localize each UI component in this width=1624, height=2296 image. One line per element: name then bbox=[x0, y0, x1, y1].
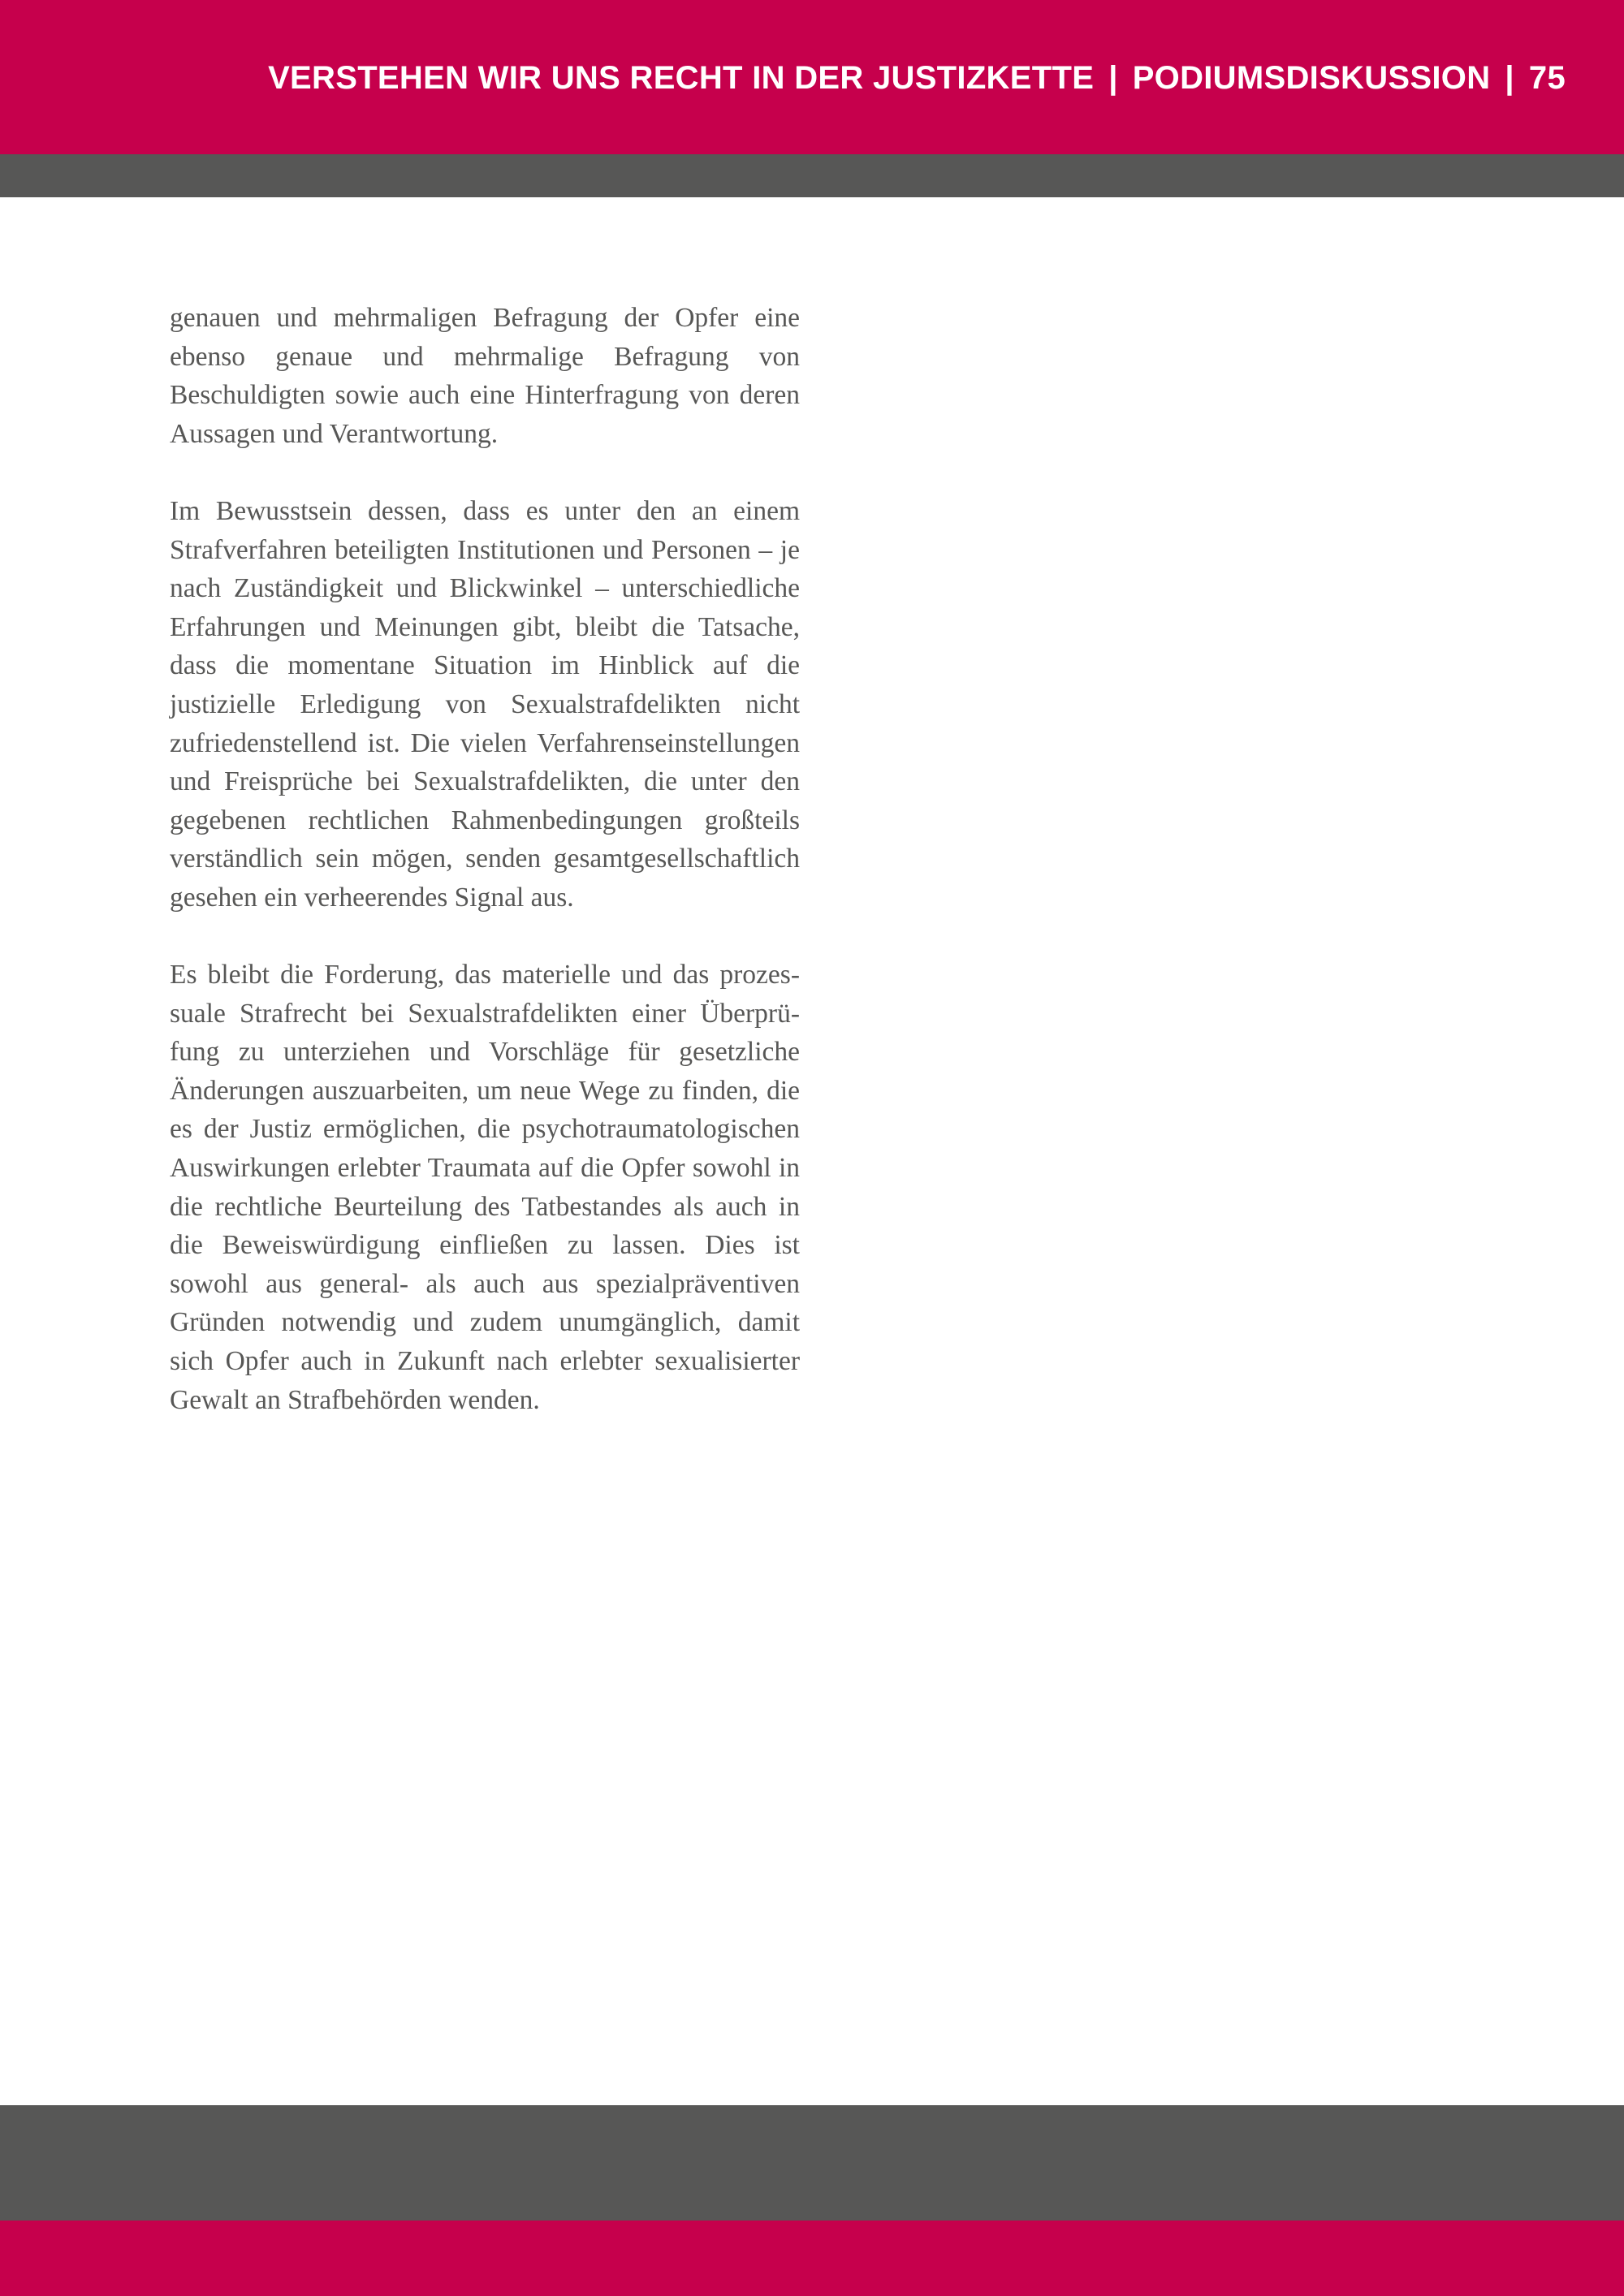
body-paragraph: genauen und mehrmaligen Befragung der Opfer eine ebenso genaue und mehrmalige Befragung von Beschuldigten sowie auch eine Hinterfragung von deren Aussagen und Verantwortung. bbox=[170, 303, 800, 449]
footer-band bbox=[0, 2220, 1624, 2296]
section-title: VERSTEHEN WIR UNS RECHT IN DER JUSTIZKETTE bbox=[268, 60, 1095, 96]
header-separator: | bbox=[1505, 60, 1514, 96]
header-grey-band bbox=[0, 154, 1624, 197]
footer-grey-band bbox=[0, 2105, 1624, 2220]
running-header bbox=[268, 58, 1566, 97]
page-number: 75 bbox=[1528, 60, 1566, 96]
body-text-column bbox=[170, 299, 800, 1419]
header-separator: | bbox=[1108, 60, 1118, 96]
chapter-title: PODIUMSDISKUSSION bbox=[1132, 60, 1491, 96]
body-paragraph: Es bleibt die Forderung, das materielle und das prozessuale Strafrecht bei Sexualstrafdelikten einer Überprüfung zu unterziehen und Vorschläge für gesetzliche Änderungen auszuarbeiten, um neue Wege zu finden, die es der Justiz ermöglichen, die psychotraumatologischen Auswirkungen erlebter Traumata auf die Opfer sowohl in die rechtliche Beurteilung des Tatbestandes als auch in die Beweiswürdigung einfließen zu lassen. Dies ist sowohl aus general- als auch aus spezialpräventiven Gründen notwendig und zudem unumgänglich, damit sich Opfer auch in Zukunft nach erlebter sexualisierter Gewalt an Strafbehörden wenden. bbox=[170, 960, 800, 1415]
body-paragraph: Im Bewusstsein dessen, dass es unter den an einem Strafverfahren beteiligten Institutionen und Personen – je nach Zuständigkeit und Blickwinkel – unterschiedliche Erfahrungen und Meinungen gibt, bleibt die Tatsache, dass die momentane Situation im Hinblick auf die justizielle Erledigung von Sexualstrafdelikten nicht zufriedenstellend ist. Die vielen Verfahrenseinstellungen und Freisprüche bei Sexualstrafdelikten, die unter den gegebenen rechtlichen Rahmenbedingungen großteils verständlich sein mögen, senden gesamtgesellschaftlich gesehen ein verheerendes Signal aus. bbox=[170, 495, 800, 913]
header-band bbox=[0, 0, 1624, 154]
